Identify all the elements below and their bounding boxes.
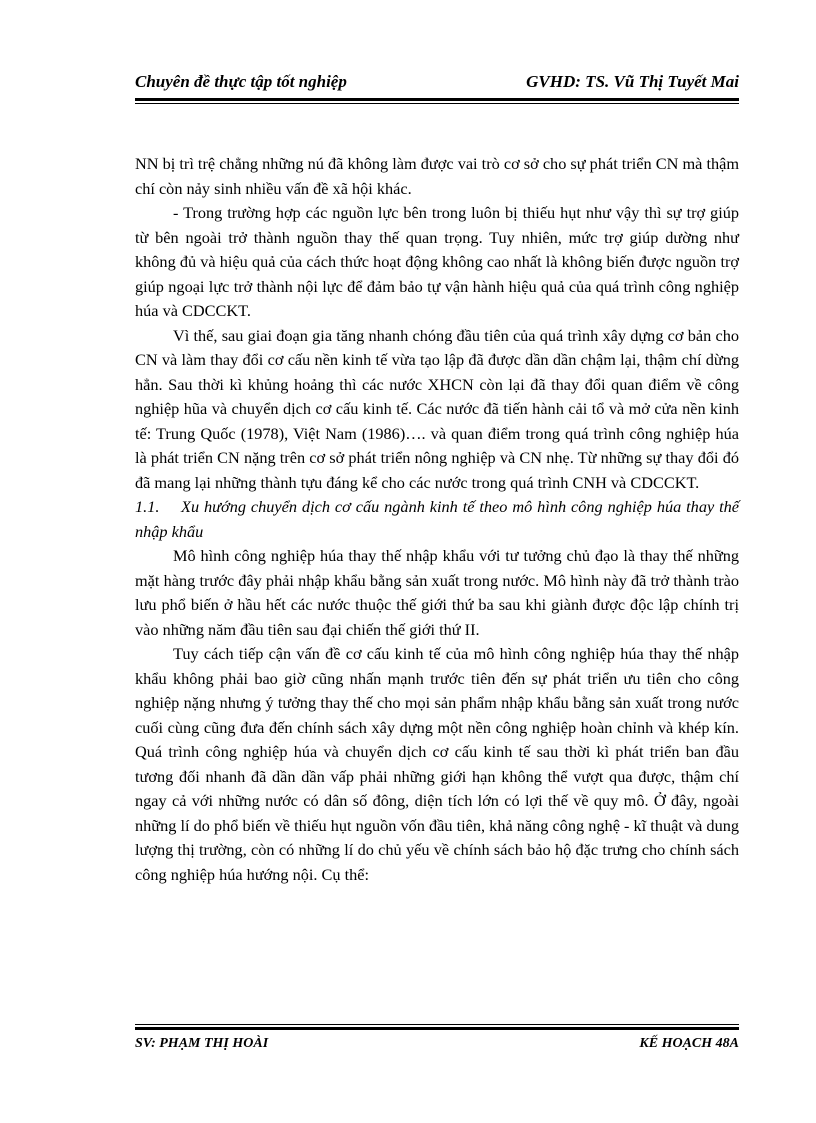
header-rule-thin [135, 103, 739, 104]
header-supervisor: GVHD: TS. Vũ Thị Tuyết Mai [526, 72, 739, 91]
footer-student: SV: PHẠM THỊ HOÀI [135, 1036, 269, 1051]
document-body [135, 152, 739, 887]
section-number: 1.1. [135, 497, 160, 516]
paragraph: - Trong trường hợp các nguồn lực bên trong luôn bị thiếu hụt như vậy thì sự trợ giúp từ bên ngoài trở thành nguồn thay thế quan trọng. Tuy nhiên, mức trợ giúp dường như không đủ và hiệu quả của cách thức hoạt động không cao nhất là không biến được nguồn trợ giúp ngoại lực trở thành nội lực để đảm bảo tự vận hành hiệu quả của quá trình công nghiệp húa và CDCCKT. [135, 203, 739, 320]
paragraph-continuation: NN bị trì trệ chẳng những nú đã không làm được vai trò cơ sở cho sự phát triển CN mà thậm chí còn nảy sinh nhiều vấn đề xã hội khác. [135, 154, 739, 198]
paragraph: Vì thế, sau giai đoạn gia tăng nhanh chóng đầu tiên của quá trình xây dựng cơ bản cho CN và làm thay đổi cơ cấu nền kinh tế vừa tạo lập đã được dần dần chậm lại, thậm chí dừng hẳn. Sau thời kì khủng hoảng thì các nước XHCN còn lại đã thay đổi quan điểm về công nghiệp hũa và chuyển dịch cơ cấu kinh tế. Các nước đã tiến hành cải tổ và mở cửa nền kinh tế: Trung Quốc (1978), Việt Nam (1986)…. và quan điểm trong quá trình công nghiệp húa là phát triển CN nặng trên cơ sở phát triển nông nghiệp và CN nhẹ. Từ những sự thay đổi đó đã mang lại những thành tựu đáng kể cho các nước trong quá trình CNH và CDCCKT. [135, 325, 739, 492]
section-heading [135, 495, 739, 544]
paragraph: Tuy cách tiếp cận vấn đề cơ cấu kinh tế của mô hình công nghiệp húa thay thế nhập khẩu không phải bao giờ cũng nhấn mạnh trước tiên đến sự phát triển ưu tiên cho công nghiệp nặng nhưng ý tưởng thay thế cho mọi sản phẩm nhập khẩu bằng sản xuất trong nước cuối cùng cũng đưa đến chính sách xây dựng một nền công nghiệp hoàn chỉnh và khép kín. Quá trình công nghiệp húa và chuyển dịch cơ cấu kinh tế sau thời kì phát triển ban đầu tương đối nhanh đã dần dần vấp phải những giới hạn không thể vượt qua được, thậm chí ngay cả với những nước có dân số đông, diện tích lớn có lợi thế về quy mô. Ở đây, ngoài những lí do phổ biến về thiếu hụt nguồn vốn đầu tiên, khả năng công nghệ - kĩ thuật và dung lượng thị trường, còn có những lí do chủ yếu về chính sách bảo hộ đặc trưng cho chính sách công nghiệp húa hướng nội. Cụ thể: [135, 644, 739, 884]
header-title: Chuyên đề thực tập tốt nghiệp [135, 72, 347, 91]
section-title: Xu hướng chuyển dịch cơ cấu ngành kinh tế theo mô hình công nghiệp húa thay thế nhập khẩu [135, 497, 739, 541]
footer-class: KẾ HOẠCH 48A [639, 1036, 739, 1051]
footer-rule-thin [135, 1024, 739, 1025]
footer-rule-thick [135, 1027, 739, 1030]
paragraph: Mô hình công nghiệp húa thay thế nhập khẩu với tư tưởng chủ đạo là thay thế những mặt hàng trước đây phải nhập khẩu bằng sản xuất trong nước. Mô hình này đã trở thành trào lưu phổ biến ở hầu hết các nước thuộc thế giới thứ ba sau khi giành được độc lập chính trị vào những năm đầu tiên sau đại chiến thế giới thứ II. [135, 546, 739, 639]
header-rule-thick [135, 98, 739, 101]
page-header [135, 68, 739, 96]
